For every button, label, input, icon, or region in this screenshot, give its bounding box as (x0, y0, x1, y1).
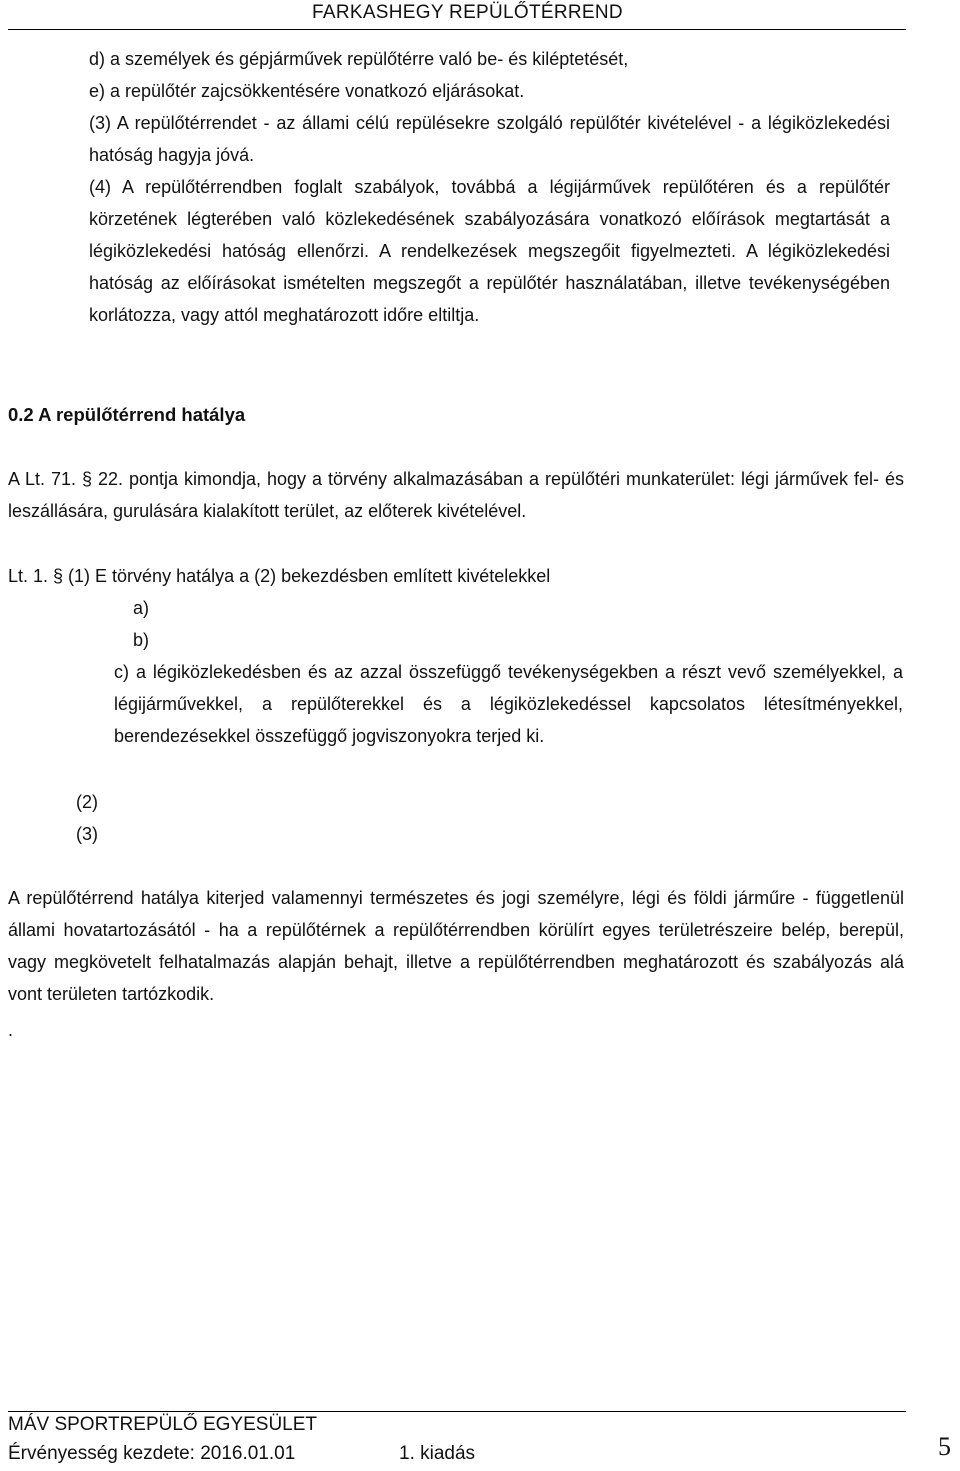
page-header-title: FARKASHEGY REPÜLŐTÉRREND (312, 2, 623, 23)
lt1-item-2: (2) (76, 792, 98, 812)
list-item-e: e) a repülőtér zajcsökkentésére vonatkozó eljárásokat. (89, 81, 525, 101)
lt71-paragraph: A Lt. 71. § 22. pontja kimondja, hogy a törvény alkalmazásában a repülőtéri munkaterület: légi járművek fel- és leszállására, gurulására kialakított terület, az előterek kivételével. (8, 469, 904, 521)
list-item-d: d) a személyek és gépjárművek repülőtérre való be- és kiléptetését, (89, 49, 629, 69)
footer-organization: MÁV SPORTREPÜLŐ EGYESÜLET (8, 1414, 318, 1435)
footer-edition: 1. kiadás (399, 1443, 476, 1464)
lt1-item-b: b) (133, 630, 150, 650)
lt1-intro: Lt. 1. § (1) E törvény hatálya a (2) bekezdésben említett kivételekkel (8, 566, 551, 586)
lt1-item-a: a) (133, 598, 150, 618)
footer-divider (8, 1411, 906, 1412)
footer-validity-date: Érvényesség kezdete: 2016.01.01 (8, 1443, 296, 1464)
lt1-item-c: c) a légiközlekedésben és az azzal összefüggő tevékenységekben a részt vevő személyekkel, a légijárművekkel, a repülőterekkel és a légiközlekedéssel kapcsolatos létesítményekkel, berendezésekkel összefüggő jogviszonyokra terjed ki. (114, 662, 903, 746)
paragraph-3: (3) A repülőtérrendet - az állami célú repülésekre szolgáló repülőtér kivételével - a légiközlekedési hatóság hagyja jóvá. (89, 113, 890, 165)
header-divider (8, 29, 906, 30)
scope-paragraph: A repülőtérrend hatálya kiterjed valamennyi természetes és jogi személyre, légi és földi járműre - függetlenül állami hovatartozásától - ha a repülőtérnek a repülőtérrendben körülírt egyes területrészeire belép, berepül, vagy megkövetelt felhatalmazás alapján behajt, illetve a repülőtérrendben meghatározott és szabályozás alá vont területen tartózkodik. (8, 888, 904, 1004)
paragraph-4: (4) A repülőtérrendben foglalt szabályok, továbbá a légijárművek repülőtéren és a repülőtér körzetének légterében való közlekedésének szabályozására vonatkozó előírások megtartását a légiközlekedési hatóság ellenőrzi. A rendelkezések megszegőit figyelmezteti. A légiközlekedési hatóság az előírásokat ismételten megszegőt a repülőtér használatában, illetve tevékenységében korlátozza, vagy attól meghatározott időre eltiltja. (89, 177, 890, 325)
lt1-item-3: (3) (76, 824, 98, 844)
section-heading: 0.2 A repülőtérrend hatálya (8, 404, 246, 425)
trailing-dot: . (8, 1020, 14, 1040)
page-number: 5 (938, 1432, 951, 1461)
